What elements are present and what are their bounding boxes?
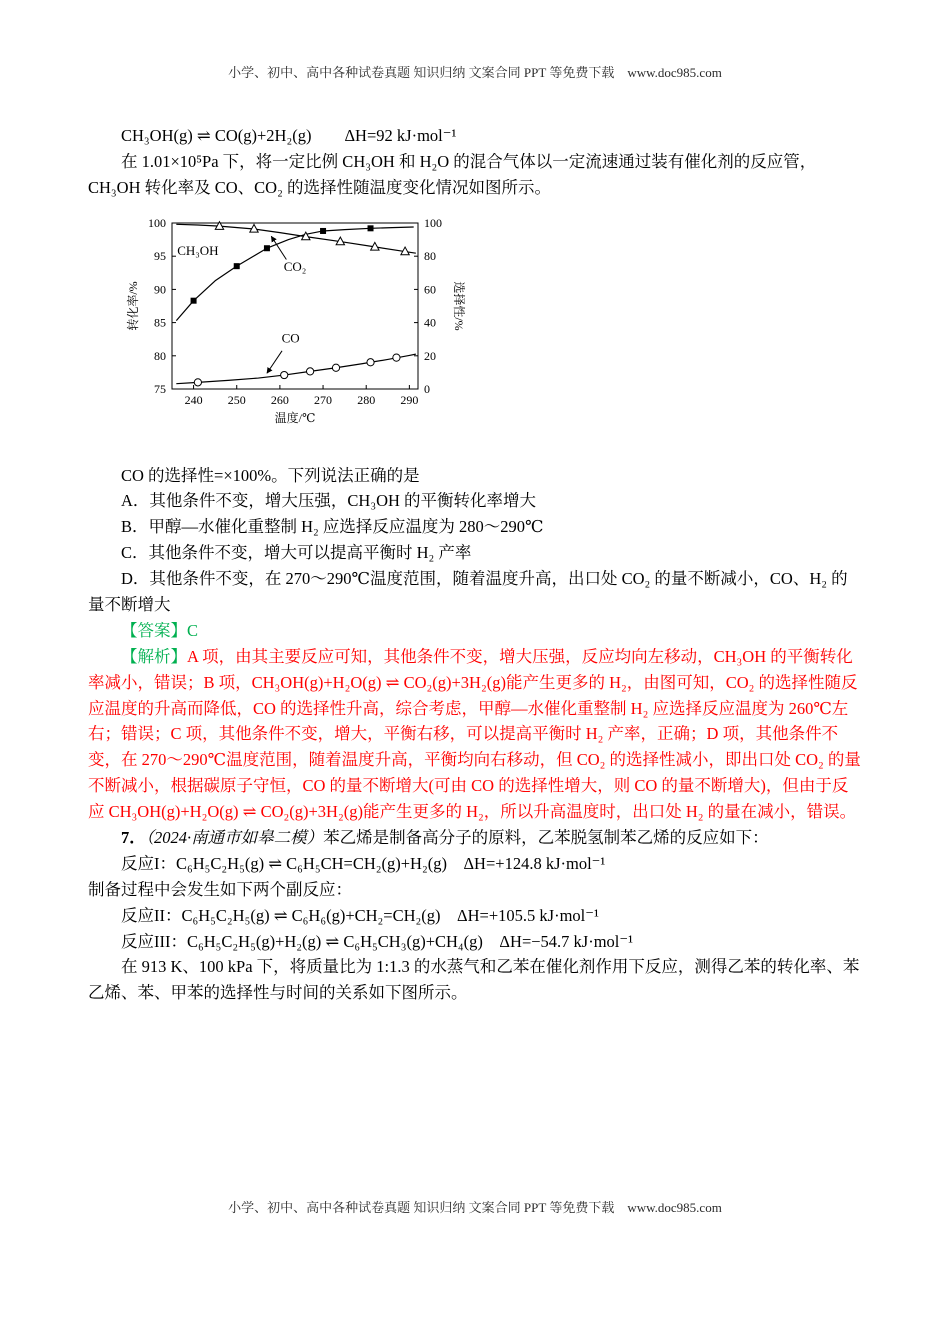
svg-text:选择性/%: 选择性/% xyxy=(452,281,466,331)
question-stem: CO 的选择性=×100%。下列说法正确的是 xyxy=(121,465,420,485)
svg-text:270: 270 xyxy=(314,392,333,407)
paragraph-experiment: 在 913 K、100 kPa 下，将质量比为 1:1.3 的水蒸气和乙苯在催化剂作用下反应，测得乙苯的转化率、苯乙烯、苯、甲苯的选择性与时间的关系如下图所示。 xyxy=(88,957,860,1003)
svg-text:260: 260 xyxy=(270,392,289,407)
conversion-selectivity-chart xyxy=(124,209,862,453)
option-c: C．其他条件不变，增大可以提高平衡时 H₂ 产率 xyxy=(121,543,472,563)
reaction-3: 反应III：C₆H₅C₂H₅(g)+H₂(g) ⇌ C₆H₅CH₃(g)+CH₄(g) ΔH=−54.7 kJ·mol⁻¹ xyxy=(121,931,634,951)
answer-label: 【答案】 xyxy=(121,620,187,640)
paragraph-side-reactions: 制备过程中会发生如下两个副反应： xyxy=(88,879,352,899)
svg-text:转化率/%: 转化率/% xyxy=(126,281,140,331)
analysis-text: A 项，由其主要反应可知，其他条件不变，增大压强，反应均向左移动，CH₃OH 的平衡转化率减小，错误；B 项，CH₃OH(g)+H₂O(g) ⇌ CO₂(g)+3H₂(g)能产生更多的 H₂，由图可知，CO₂ 的选择性随反应温度的升高而降低，CO 的选择性升高，综合考虑，甲醇—水催化重整制 H₂ 应选择反应温度为 260℃左右；错误；C 项，其他条件不变，增大，平衡右移，可以提高平衡时 H₂ 产率，正确；D 项，其他条件不变，在 270～290℃温度范围，随着温度升高，平衡均向右移动，但 CO₂ 的选择性减小，即出口处 CO₂ 的量不断减小，根据碳原子守恒，CO 的量不断增大(可由 CO 的选择性增大，则 CO 的量不断增大)，但由于反应 CH₃OH(g)+H₂O(g) ⇌ CO₂(g)+3H₂(g)能产生更多的 H₂，所以升高温度时，出口处 H₂ 的量在减小，错误。 xyxy=(88,646,861,822)
svg-text:95: 95 xyxy=(154,248,166,263)
document-body xyxy=(88,123,862,1006)
svg-text:100: 100 xyxy=(148,215,166,230)
svg-text:温度/℃: 温度/℃ xyxy=(274,410,316,425)
svg-text:80: 80 xyxy=(154,348,166,363)
paragraph-conditions: 在 1.01×10⁵Pa 下，将一定比例 CH₃OH 和 H₂O 的混合气体以一定流速通过装有催化剂的反应管，CH₃OH 转化率及 CO、CO₂ 的选择性随温度变化情况如图所示。 xyxy=(88,151,817,197)
equation-main: CH₃OH(g) ⇌ CO(g)+2H₂(g) ΔH=92 kJ·mol⁻¹ xyxy=(121,126,457,145)
svg-text:240: 240 xyxy=(184,392,203,407)
analysis-paragraph xyxy=(88,644,862,825)
svg-text:75: 75 xyxy=(154,381,166,396)
svg-text:80: 80 xyxy=(424,248,436,263)
question-7-number: 7． xyxy=(121,828,146,848)
page-header: 小学、初中、高中各种试卷真题 知识归纳 文案合同 PPT 等免费下载 www.doc985.com xyxy=(228,65,722,80)
reaction-2: 反应II：C₆H₅C₂H₅(g) ⇌ C₆H₆(g)+CH₂=CH₂(g) ΔH=+105.5 kJ·mol⁻¹ xyxy=(121,905,599,925)
svg-text:CO₂: CO₂ xyxy=(283,258,307,274)
svg-text:40: 40 xyxy=(424,315,436,330)
answer-line xyxy=(88,618,862,644)
answer-value: C xyxy=(187,620,199,640)
svg-text:20: 20 xyxy=(424,348,436,363)
svg-text:250: 250 xyxy=(227,392,246,407)
reaction-1: 反应I：C₆H₅C₂H₅(g) ⇌ C₆H₅CH=CH₂(g)+H₂(g) ΔH=+124.8 kJ·mol⁻¹ xyxy=(121,853,606,873)
svg-text:280: 280 xyxy=(357,392,376,407)
option-b: B．甲醇—水催化重整制 H₂ 应选择反应温度为 280～290℃ xyxy=(121,517,544,537)
svg-text:100: 100 xyxy=(424,215,442,230)
temperature-line-chart xyxy=(124,209,469,445)
svg-text:60: 60 xyxy=(424,282,436,297)
svg-text:90: 90 xyxy=(154,282,166,297)
svg-text:85: 85 xyxy=(154,315,166,330)
svg-text:CO: CO xyxy=(281,330,300,346)
svg-text:290: 290 xyxy=(400,392,419,407)
option-d: D．其他条件不变，在 270～290℃温度范围，随着温度升高，出口处 CO₂ 的量不断减小，CO、H₂ 的量不断增大 xyxy=(88,569,848,615)
analysis-label: 【解析】 xyxy=(121,646,187,666)
svg-text:CH₃OH: CH₃OH xyxy=(177,242,219,258)
option-a: A．其他条件不变，增大压强，CH₃OH 的平衡转化率增大 xyxy=(121,491,537,511)
question-7-source: （2024·南通市如皋二模） xyxy=(145,828,324,848)
question-7-intro: 苯乙烯是制备高分子的原料，乙苯脱氢制苯乙烯的反应如下： xyxy=(323,828,769,848)
page-footer: 小学、初中、高中各种试卷真题 知识归纳 文案合同 PPT 等免费下载 www.doc985.com xyxy=(228,1200,722,1215)
svg-text:0: 0 xyxy=(424,381,430,396)
question-7-line xyxy=(88,825,862,851)
